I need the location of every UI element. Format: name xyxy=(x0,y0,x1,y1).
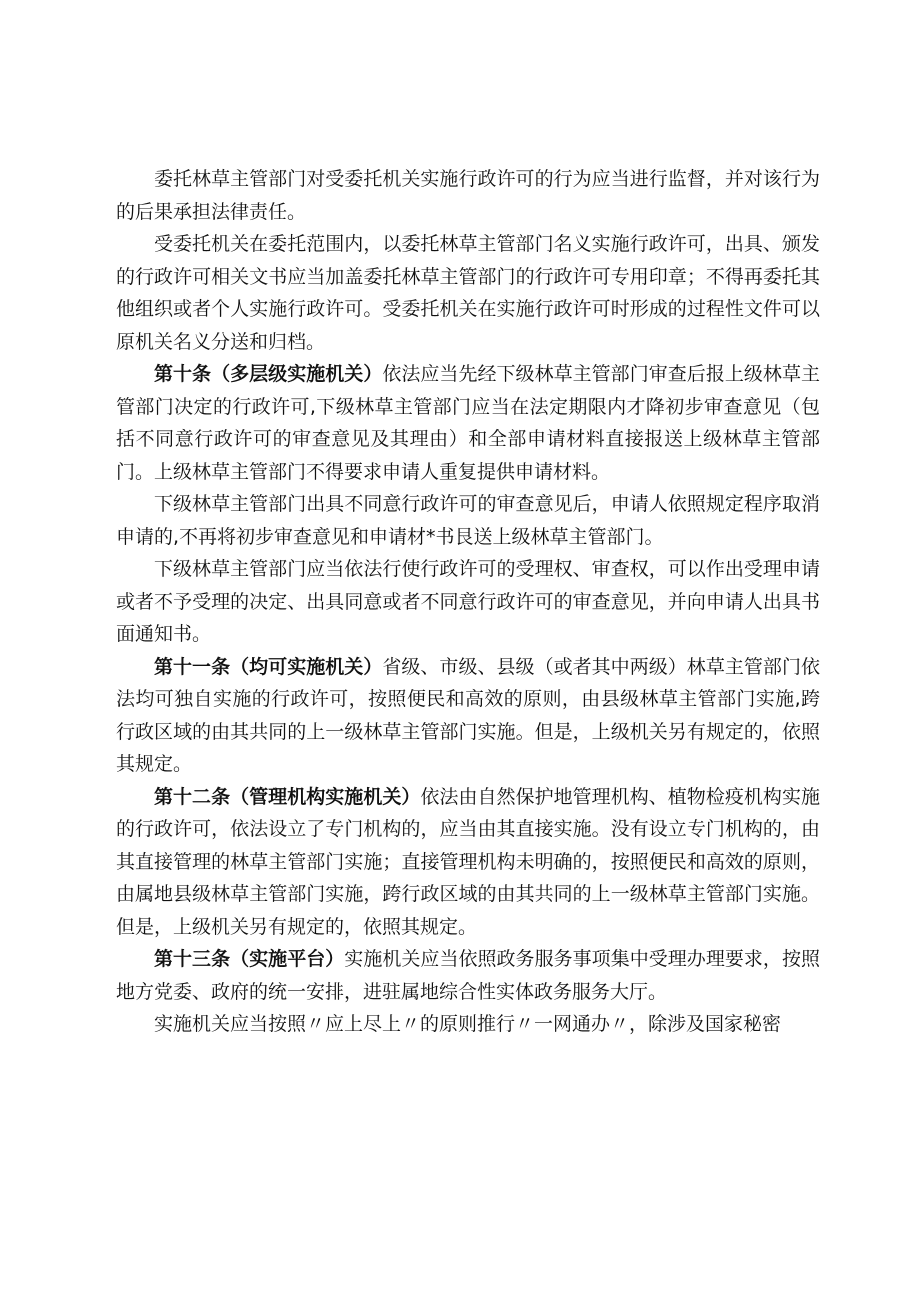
article-heading: 第十二条（管理机构实施机关） xyxy=(154,785,421,808)
paragraph-5 xyxy=(116,553,820,651)
article-13 xyxy=(116,943,820,1008)
document-body xyxy=(116,163,820,1041)
paragraph-text: 下级林草主管部门应当依法行使行政许可的受理权、审查权，可以作出受理申请或者不予受理的决定、出具同意或者不同意行政许可的审查意见，并向申请人出具书面通知书。 xyxy=(116,558,820,645)
article-10 xyxy=(116,358,820,488)
paragraph-text: 依法应当先经下级林草主管部门审查后报上级林草主管部门决定的行政许可,下级林草主管部门应当在法定期限内才降初步审查意见（包括不同意行政许可的审查意见及其理由）和全部申请材料直接报送上级林草主管部门。上级林草主管部门不得要求申请人重复提供申请材料。 xyxy=(116,363,820,483)
paragraph-text: 委托林草主管部门对受委托机关实施行政许可的行为应当进行监督，并对该行为的后果承担法律责任。 xyxy=(116,168,820,223)
paragraph-text: 省级、市级、县级（或者其中两级）林草主管部门依法均可独自实施的行政许可，按照便民和高效的原则，由县级林草主管部门实施,跨行政区域的由其共同的上一级林草主管部门实施。但是，上级机关另有规定的，依照其规定。 xyxy=(116,655,820,775)
paragraph-text: 受委托机关在委托范围内，以委托林草主管部门名义实施行政许可，出具、颁发的行政许可相关文书应当加盖委托林草主管部门的行政许可专用印章；不得再委托其他组织或者个人实施行政许可。受委托机关在实施行政许可时形成的过程性文件可以原机关名义分送和归档。 xyxy=(116,233,820,353)
paragraph-text: 实施机关应当按照〃应上尽上〃的原则推行〃一网通办〃，除涉及国家秘密 xyxy=(154,1013,782,1035)
paragraph-text: 实施机关应当依照政务服务事项集中受理办理要求，按照地方党委、政府的统一安排，进驻属地综合性实体政务服务大厅。 xyxy=(116,948,820,1003)
paragraph-text: 依法由自然保护地管理机构、植物检疫机构实施的行政许可，依法设立了专门机构的，应当由其直接实施。没有设立专门机构的，由其直接管理的林草主管部门实施；直接管理机构未明确的，按照便民和高效的原则，由属地县级林草主管部门实施，跨行政区域的由其共同的上一级林草主管部门实施。但是，上级机关另有规定的，依照其规定。 xyxy=(116,785,820,938)
paragraph-4 xyxy=(116,488,820,553)
paragraph-text: 下级林草主管部门出具不同意行政许可的审查意见后，申请人依照规定程序取消申请的,不再将初步审查意见和申请材*书艮送上级林草主管部门。 xyxy=(116,493,820,548)
article-heading: 第十三条（实施平台） xyxy=(154,948,345,970)
paragraph-9 xyxy=(116,1008,820,1041)
article-heading: 第十一条（均可实施机关） xyxy=(154,655,383,678)
paragraph-2 xyxy=(116,228,820,358)
article-11 xyxy=(116,651,820,781)
article-heading: 第十条（多层级实施机关） xyxy=(154,363,383,385)
article-12 xyxy=(116,781,820,944)
paragraph-1 xyxy=(116,163,820,228)
